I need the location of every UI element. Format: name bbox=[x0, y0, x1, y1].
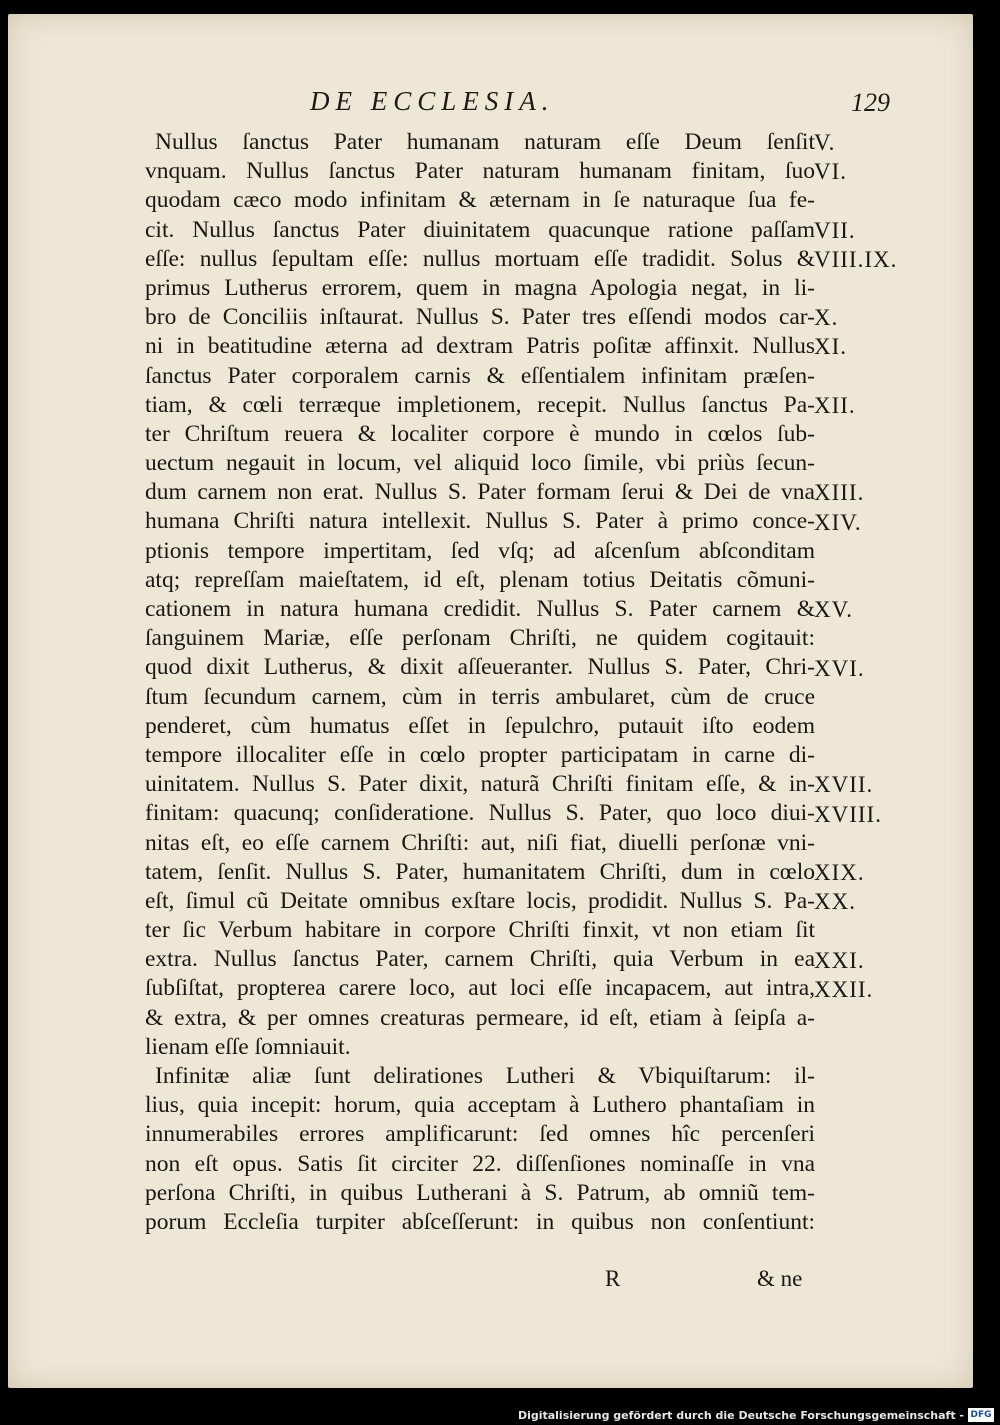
text-line: porum Eccleſia turpiter abſceſſerunt: in quibus non conſentiunt: bbox=[145, 1208, 815, 1235]
page-number: 129 bbox=[851, 88, 890, 117]
text-line: ni in beatitudine æterna ad dextram Patris poſitæ affinxit. Nullus bbox=[145, 333, 815, 360]
margin-note: V. bbox=[814, 130, 836, 155]
margin-note: XX. bbox=[814, 889, 856, 915]
text-line: quodam cæco modo infinitam & æternam in ſe naturaque ſua fe- bbox=[145, 187, 815, 214]
text-line: vnquam. Nullus ſanctus Pater naturam humanam finitam, ſuo bbox=[145, 158, 815, 185]
text-line: penderet, cùm humatus eſſet in ſepulchro, putauit iſto eodem bbox=[145, 712, 815, 739]
dfg-logo-icon: DFG bbox=[968, 1408, 994, 1422]
margin-note: XV. bbox=[814, 597, 854, 623]
text-line: Infinitæ aliæ ſunt delirationes Lutheri & Vbiquiſtarum: il- bbox=[155, 1063, 815, 1089]
text-line: ter Chriſtum reuera & localiter corpore è mundo in cœlos ſub- bbox=[145, 420, 815, 447]
body-text bbox=[145, 128, 815, 1237]
text-line: humana Chriſti natura intellexit. Nullus S. Pater à primo conce- bbox=[145, 508, 815, 535]
text-line: tatem, ſenſit. Nullus S. Pater, humanitatem Chriſti, dum in cœlo bbox=[145, 858, 815, 885]
margin-note: XIV. bbox=[814, 509, 862, 535]
text-line: nitas eſt, eo eſſe carnem Chriſti: aut, niſi fiat, diuelli perſonæ vni- bbox=[145, 829, 815, 856]
margin-note: XVI. bbox=[814, 655, 865, 681]
margin-note: XVII. bbox=[814, 772, 874, 798]
text-line: non eſt opus. Satis ſit circiter 22. diſſenſiones nominaſſe in vna bbox=[145, 1150, 815, 1177]
text-line: tempore illocaliter eſſe in cœlo propter participatam in carne di- bbox=[145, 741, 815, 768]
text-line: ſtum ſecundum carnem, cùm in terris ambularet, cùm de cruce bbox=[145, 683, 815, 710]
text-line: quod dixit Lutherus, & dixit aſſeueranter. Nullus S. Pater, Chri- bbox=[145, 654, 815, 681]
text-line: ſanctus Pater corporalem carnis & eſſentialem infinitam præſen- bbox=[145, 362, 815, 389]
text-line: lienam eſſe ſomniauit. bbox=[145, 1033, 351, 1060]
text-line: eſſe: nullus ſepultam eſſe: nullus mortuam eſſe tradidit. Solus & bbox=[145, 245, 815, 272]
text-line: cit. Nullus ſanctus Pater diuinitatem quacunque ratione paſſam bbox=[145, 216, 815, 243]
signature-mark: R bbox=[605, 1266, 621, 1291]
page-header bbox=[310, 86, 890, 122]
text-line: dum carnem non erat. Nullus S. Pater formam ſerui & Dei de vna bbox=[145, 479, 815, 506]
text-line: uectum negauit in locum, vel aliquid loco ſimile, vbi priùs ſecun- bbox=[145, 450, 815, 477]
margin-note: XXI. bbox=[814, 947, 865, 973]
text-line: uinitatem. Nullus S. Pater dixit, naturã Chriſti finitam eſſe, & in- bbox=[145, 771, 815, 798]
text-line: lius, quia incepit: horum, quia acceptam à Luthero phantaſiam in bbox=[145, 1092, 815, 1119]
text-line: ter ſic Verbum habitare in corpore Chriſti finxit, vt non etiam ſit bbox=[145, 917, 815, 944]
text-line: & extra, & per omnes creaturas permeare, id eſt, etiam à ſeipſa a- bbox=[145, 1004, 815, 1031]
text-line: atq; repreſſam maieſtatem, id eſt, plenam totius Deitatis cõmuni- bbox=[145, 566, 815, 593]
margin-note: XI. bbox=[814, 334, 848, 360]
margin-note: XXII. bbox=[814, 976, 874, 1002]
page-footer bbox=[145, 1266, 815, 1296]
text-line: ptionis tempore impertitam, ſed vſq; ad aſcenſum abſconditam bbox=[145, 537, 815, 564]
text-line: Nullus ſanctus Pater humanam naturam eſſe Deum ſenſit bbox=[155, 129, 815, 155]
margin-note: XIII. bbox=[814, 480, 865, 506]
margin-note: X. bbox=[814, 305, 839, 331]
text-line: eſt, ſimul cũ Deitate omnibus exſtare locis, prodidit. Nullus S. Pa- bbox=[145, 887, 815, 914]
text-line: perſona Chriſti, in quibus Lutherani à S. Patrum, ab omniũ tem- bbox=[145, 1179, 815, 1206]
catchword: & ne bbox=[757, 1266, 803, 1291]
margin-note: VIII.IX. bbox=[814, 246, 898, 272]
text-line: ſanguinem Mariæ, eſſe perſonam Chriſti, ne quidem cogitauit: bbox=[145, 625, 815, 652]
text-line: finitam: quacunq; conſideratione. Nullus S. Pater, quo loco diui- bbox=[145, 800, 815, 827]
text-line: ſubſiſtat, propterea carere loco, aut loci eſſe incapacem, aut intra, bbox=[145, 975, 815, 1002]
text-line: bro de Conciliis inſtaurat. Nullus S. Pater tres eſſendi modos car- bbox=[145, 304, 815, 331]
text-line: primus Lutherus errorem, quem in magna Apologia negat, in li- bbox=[145, 274, 815, 301]
text-line: innumerabiles errores amplificarunt: ſed omnes hîc percenſeri bbox=[145, 1121, 815, 1148]
text-line: extra. Nullus ſanctus Pater, carnem Chriſti, quia Verbum in ea bbox=[145, 946, 815, 973]
margin-note: XIX. bbox=[814, 860, 865, 885]
margin-note: XII. bbox=[814, 392, 856, 418]
margin-note: VI. bbox=[814, 159, 848, 185]
margin-note: VII. bbox=[814, 217, 856, 243]
text-line: tiam, & cœli terræque impletionem, recepit. Nullus ſanctus Pa- bbox=[145, 391, 815, 418]
running-title: DE ECCLESIA. bbox=[310, 86, 555, 116]
margin-note: XVIII. bbox=[814, 801, 882, 827]
digitization-credit: Digitalisierung gefördert durch die Deutsche Forschungsgemeinschaft - bbox=[517, 1409, 964, 1422]
credit-bar bbox=[0, 1403, 1000, 1425]
text-line: cationem in natura humana credidit. Nullus S. Pater carnem & bbox=[145, 596, 815, 622]
